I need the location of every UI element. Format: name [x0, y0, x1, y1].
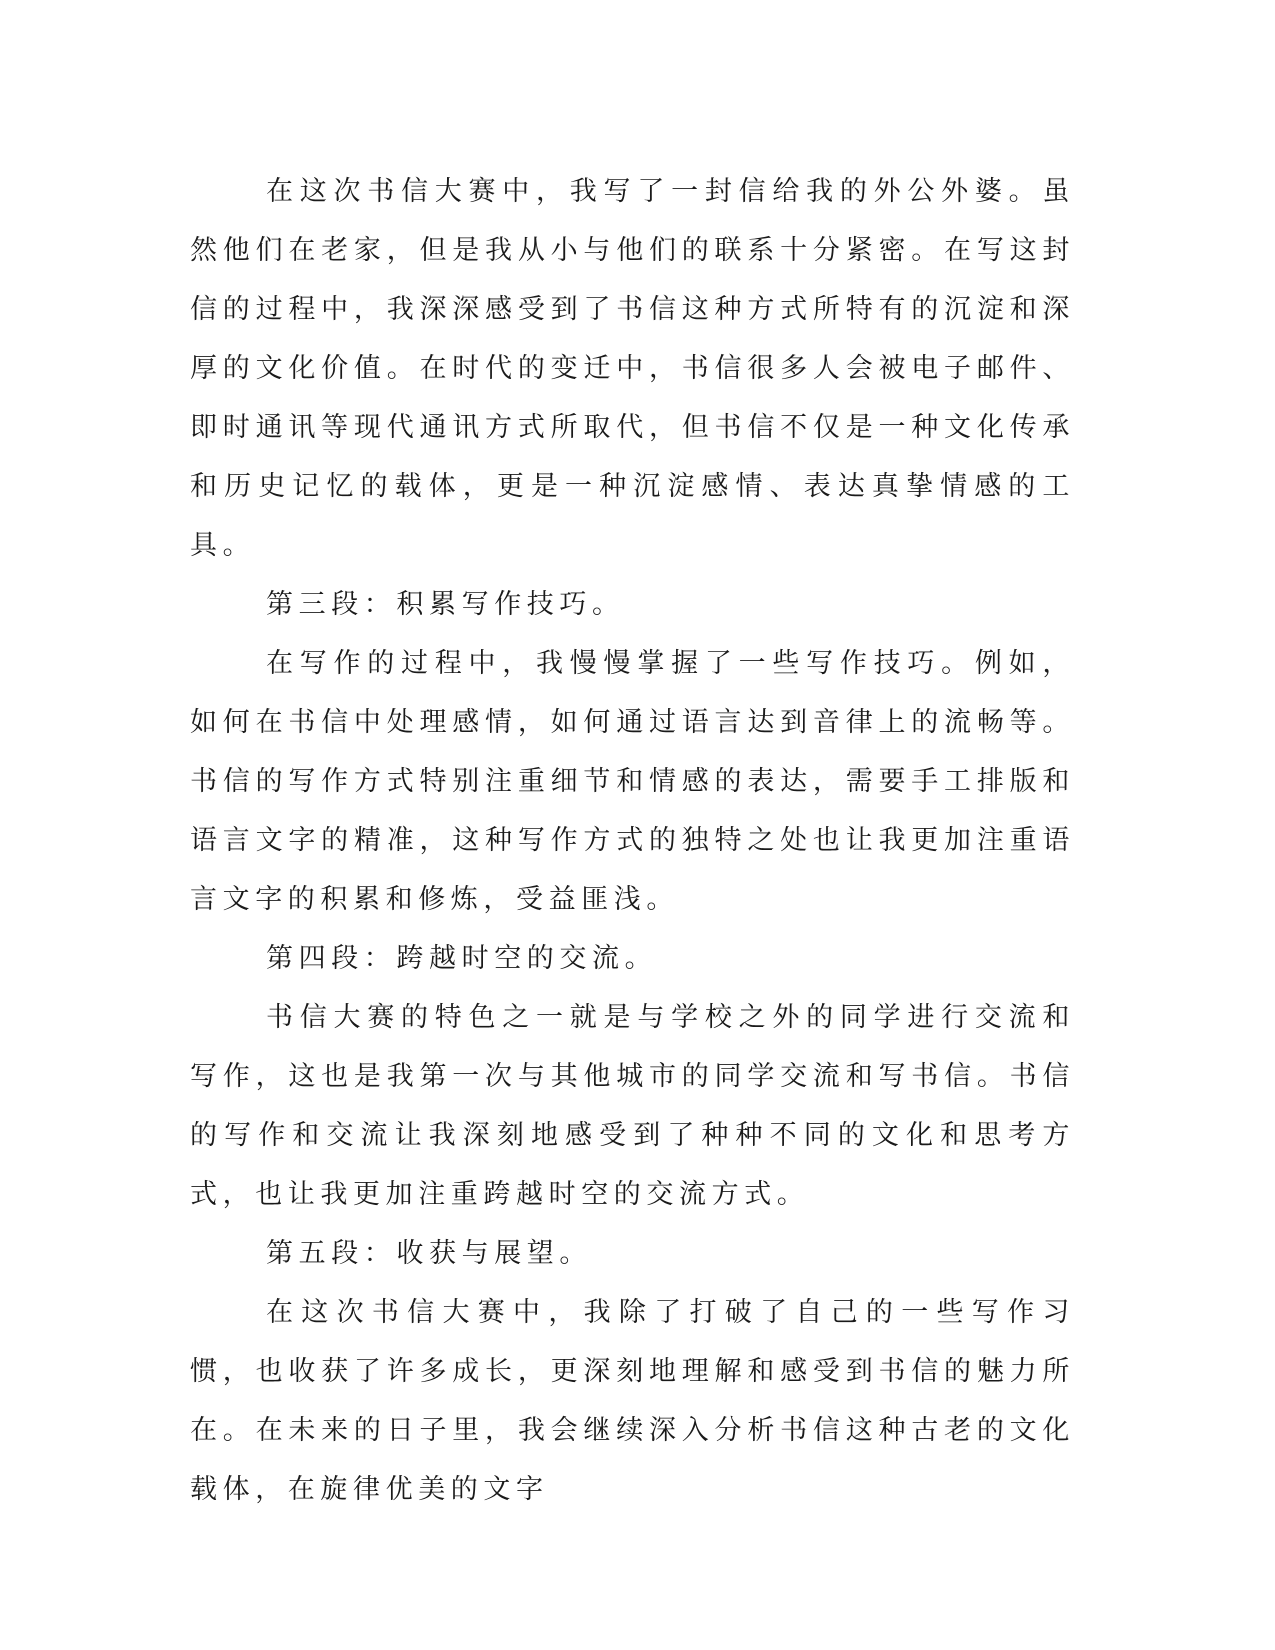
- document-body: [190, 162, 1075, 1519]
- paragraph-cross-time-exchange: 书信大赛的特色之一就是与学校之外的同学进行交流和写作，这也是我第一次与其他城市的同学交流和写书信。书信的写作和交流让我深刻地感受到了种种不同的文化和思考方式，也让我更加注重跨越时空的交流方式。: [190, 1002, 1075, 1210]
- paragraph-writing-skills: 在写作的过程中，我慢慢掌握了一些写作技巧。例如，如何在书信中处理感情，如何通过语言达到音律上的流畅等。书信的写作方式特别注重细节和情感的表达，需要手工排版和语言文字的精准，这种写作方式的独特之处也让我更加注重语言文字的积累和修炼，受益匪浅。: [190, 648, 1075, 915]
- paragraph-harvest-outlook: 在这次书信大赛中，我除了打破了自己的一些写作习惯，也收获了许多成长，更深刻地理解和感受到书信的魅力所在。在未来的日子里，我会继续深入分析书信这种古老的文化载体，在旋律优美的文字: [190, 1297, 1075, 1505]
- paragraph-letter-to-grandparents: 在这次书信大赛中，我写了一封信给我的外公外婆。虽然他们在老家，但是我从小与他们的联系十分紧密。在写这封信的过程中，我深深感受到了书信这种方式所特有的沉淀和深厚的文化价值。在时代的变迁中，书信很多人会被电子邮件、即时通讯等现代通讯方式所取代，但书信不仅是一种文化传承和历史记忆的载体，更是一种沉淀感情、表达真挚情感的工具。: [190, 176, 1075, 561]
- section-heading-5: 第五段：收获与展望。: [266, 1238, 592, 1269]
- section-heading-4: 第四段：跨越时空的交流。: [266, 943, 658, 974]
- section-heading-3: 第三段：积累写作技巧。: [266, 589, 625, 620]
